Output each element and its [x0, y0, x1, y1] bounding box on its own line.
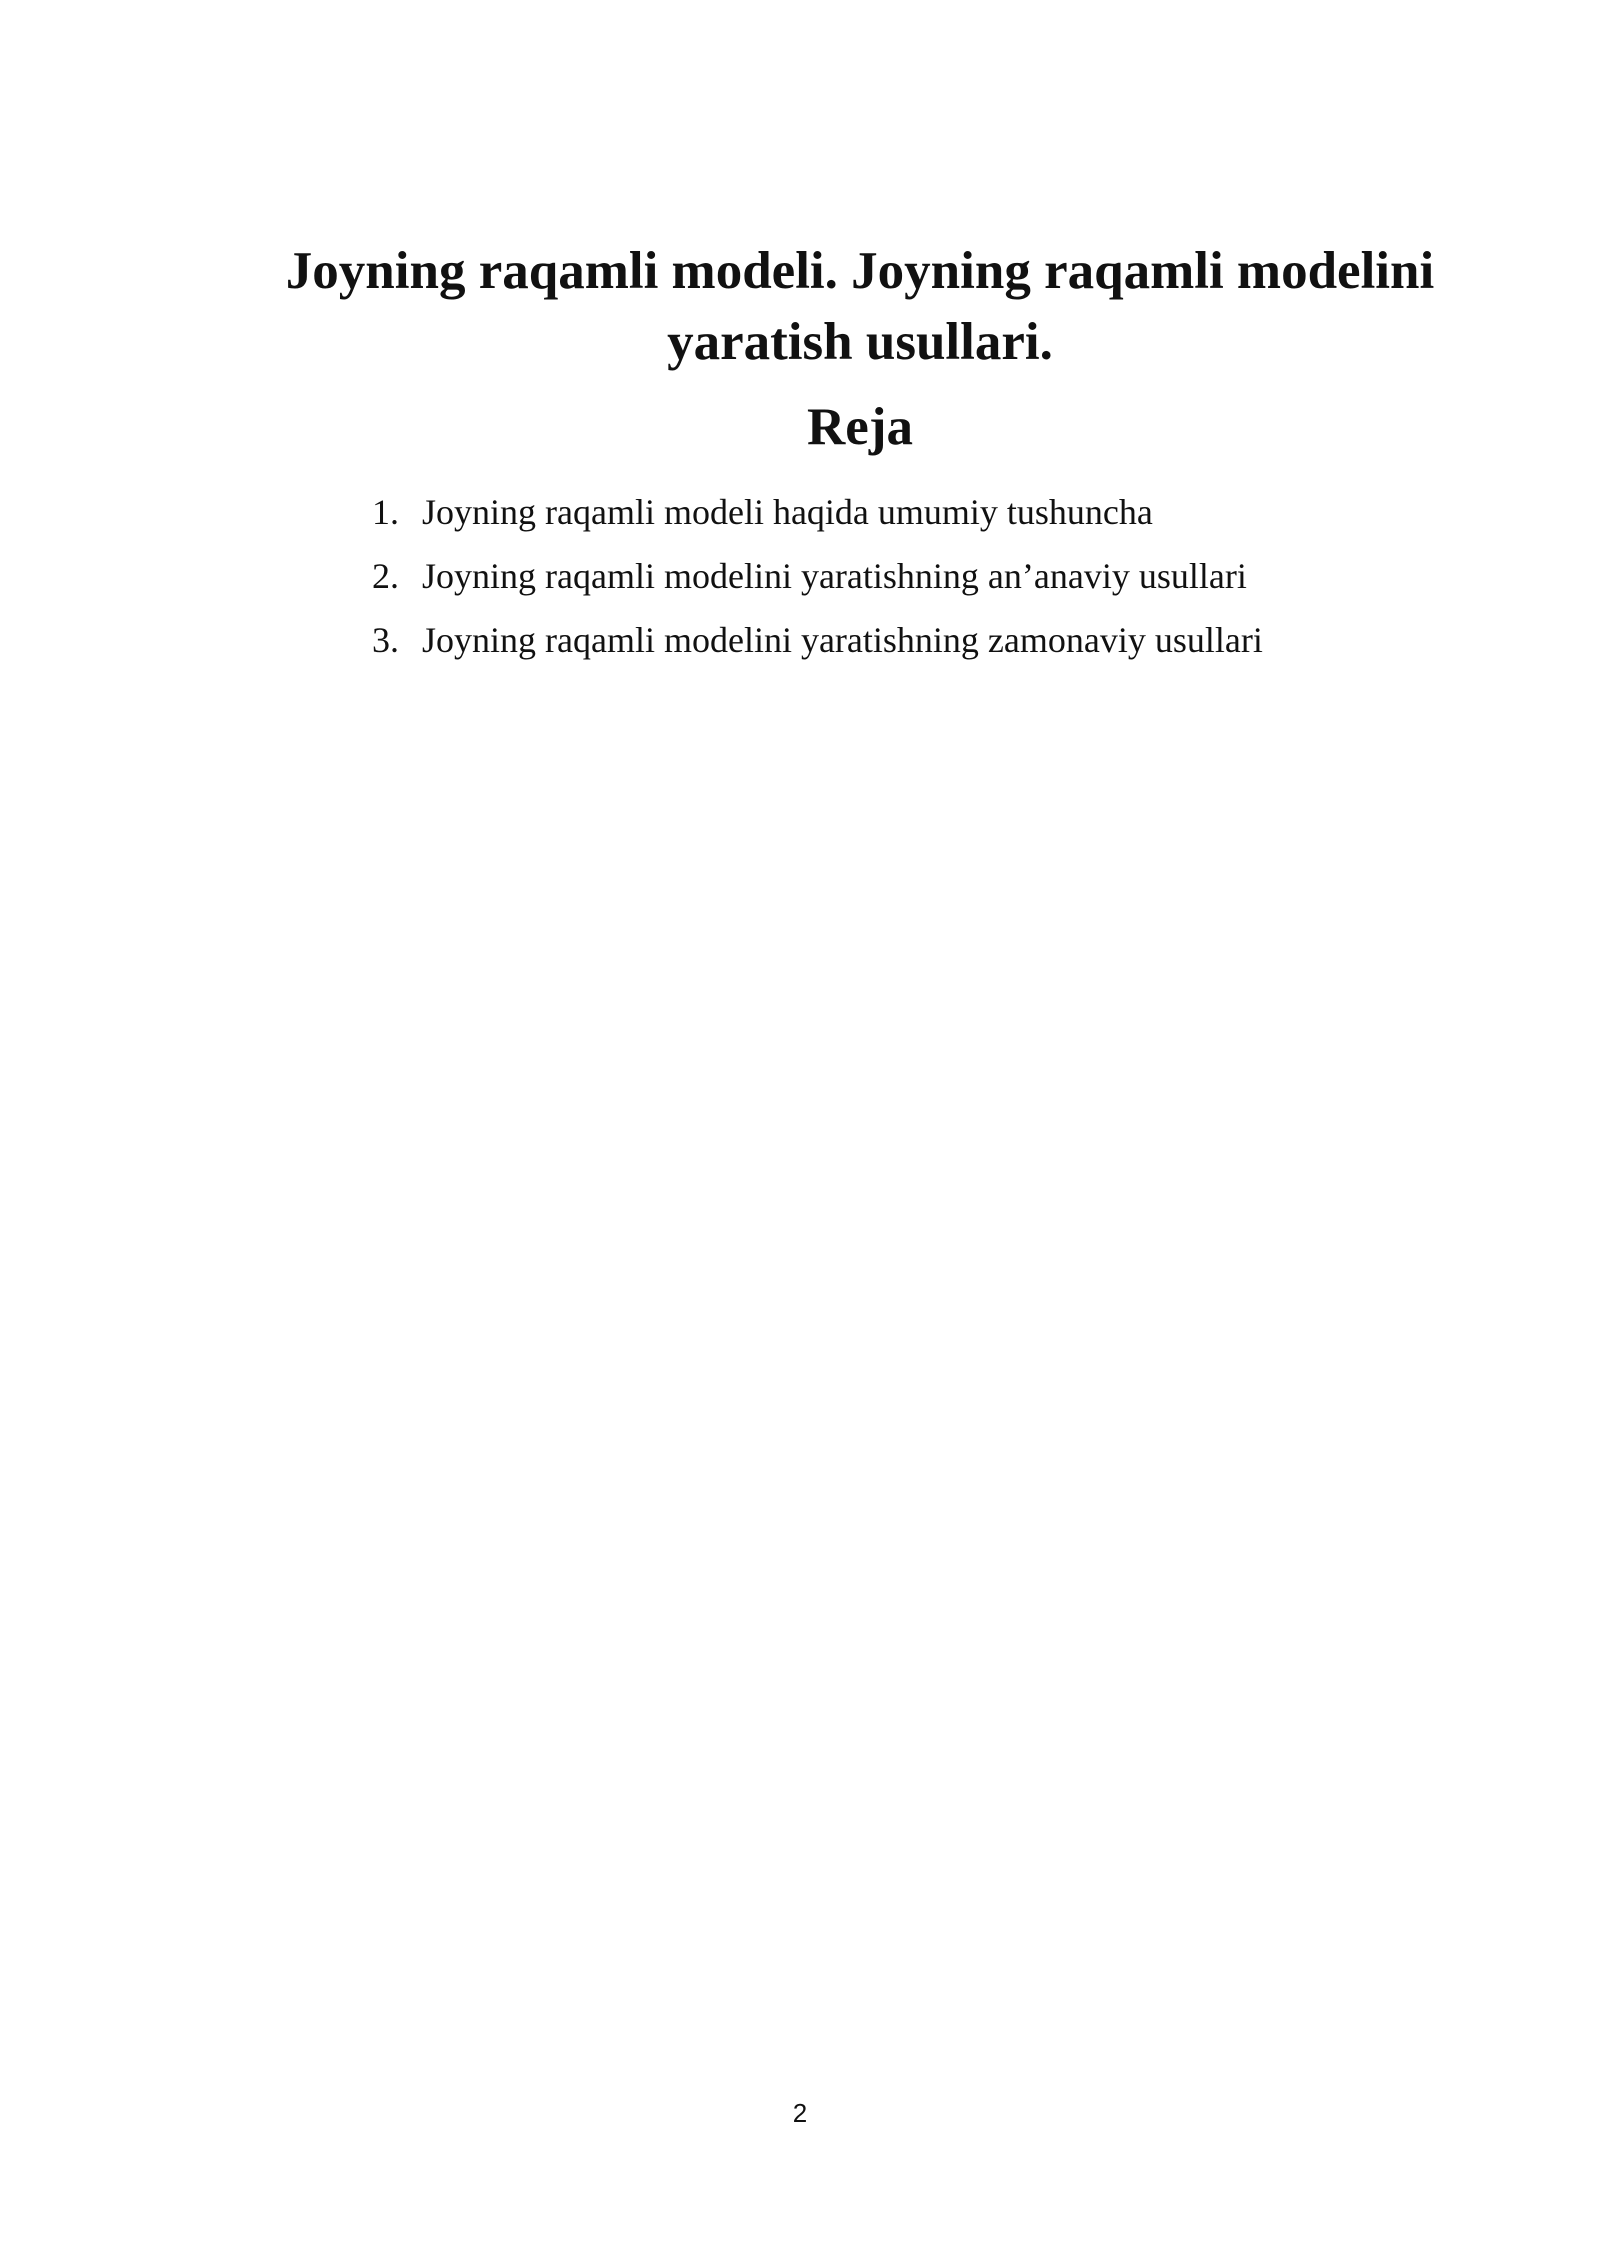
- plan-item-text: Joyning raqamli modeli haqida umumiy tushuncha: [422, 492, 1153, 532]
- plan-item-number: 1.: [372, 492, 399, 532]
- plan-item: [372, 608, 1263, 672]
- plan-item-number: 3.: [372, 620, 399, 660]
- plan-item-text: Joyning raqamli modelini yaratishning an’anaviy usullari: [422, 556, 1247, 596]
- plan-item-number: 2.: [372, 556, 399, 596]
- document-title: [240, 236, 1480, 378]
- page-number: 2: [792, 2098, 808, 2128]
- plan-item: [372, 480, 1263, 544]
- plan-item-text: Joyning raqamli modelini yaratishning zamonaviy usullari: [422, 620, 1263, 660]
- plan-heading: Reja: [807, 398, 913, 456]
- title-line-1: Joyning raqamli modeli. Joyning raqamli modelini: [285, 242, 1435, 300]
- title-line-2: yaratish usullari.: [667, 313, 1053, 371]
- plan-item: [372, 544, 1263, 608]
- plan-list: [372, 480, 1263, 672]
